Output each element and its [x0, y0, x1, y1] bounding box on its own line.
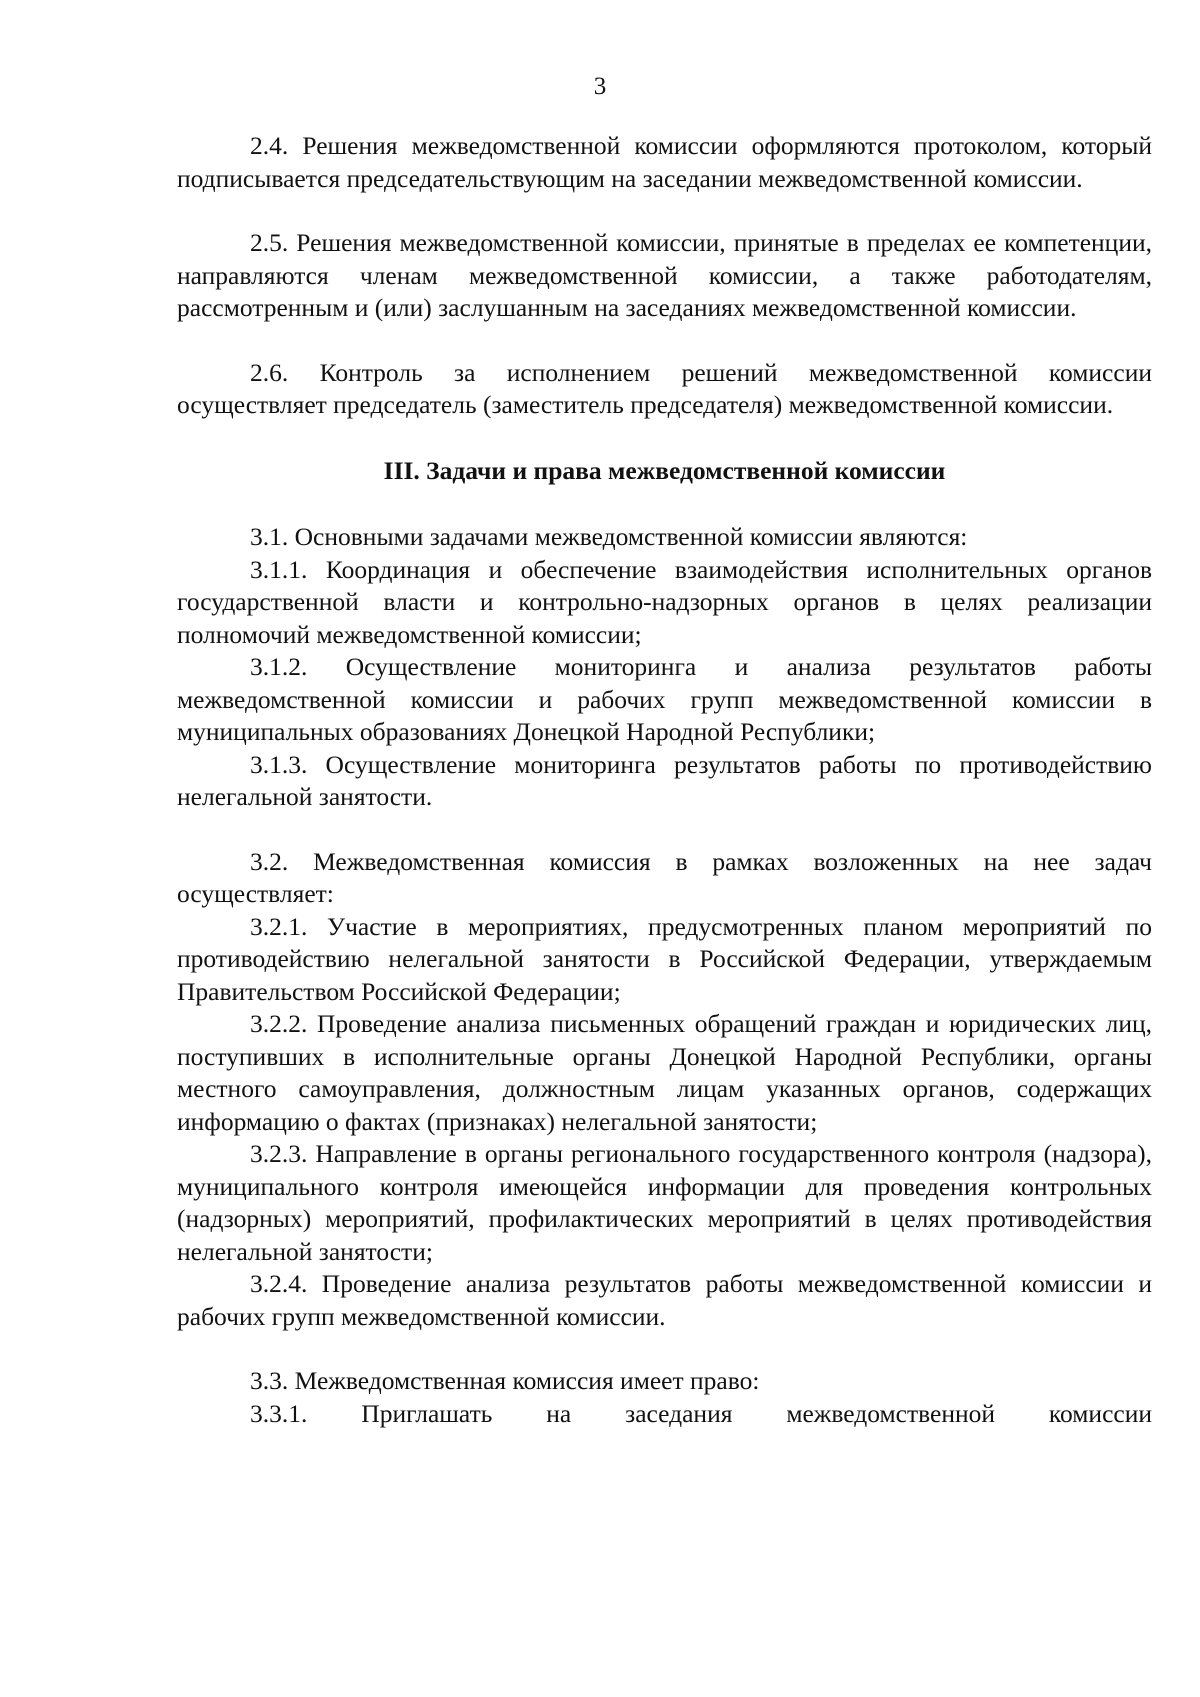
paragraph-3-1-3: 3.1.3. Осуществление мониторинга результатов работы по противодействию нелегальной занятости.	[177, 749, 1152, 811]
paragraph-3-3: 3.3. Межведомственная комиссия имеет право:	[250, 1366, 760, 1395]
paragraph-3-1: 3.1. Основными задачами межведомственной комиссии являются:	[250, 522, 968, 551]
document-body	[177, 130, 1152, 1430]
paragraph-3-2: 3.2. Межведомственная комиссия в рамках возложенных на нее задач осуществляет:	[177, 846, 1152, 908]
page-number: 3	[593, 73, 607, 100]
paragraph-3-2-1: 3.2.1. Участие в мероприятиях, предусмотренных планом мероприятий по противодействию нелегальной занятости в Российской Федерации, утверждаемым Правительством Российской Федерации;	[177, 911, 1152, 1006]
paragraph-3-3-1: 3.3.1. Приглашать на заседания межведомственной комиссии	[250, 1398, 1152, 1428]
paragraph-3-1-1: 3.1.1. Координация и обеспечение взаимодействия исполнительных органов государственной власти и контрольно-надзорных органов в целях реализации полномочий межведомственной комиссии;	[177, 554, 1152, 649]
paragraph-2-5: 2.5. Решения межведомственной комиссии, принятые в пределах ее компетенции, направляются членам межведомственной комиссии, а также работодателям, рассмотренным и (или) заслушанным на заседаниях межведомственной комиссии.	[177, 228, 1152, 322]
paragraph-3-1-2: 3.1.2. Осуществление мониторинга и анализа результатов работы межведомственной комиссии и рабочих групп межведомственной комиссии в муниципальных образованиях Донецкой Народной Республики;	[177, 652, 1152, 746]
paragraph-3-2-3: 3.2.3. Направление в органы регионального государственного контроля (надзора), муниципального контроля имеющейся информации для проведения контрольных (надзорных) мероприятий, профилактических мероприятий в целях противодействия нелегальной занятости;	[177, 1139, 1152, 1266]
paragraph-3-2-4: 3.2.4. Проведение анализа результатов работы межведомственной комиссии и рабочих групп межведомственной комиссии.	[177, 1269, 1152, 1331]
paragraph-2-4: 2.4. Решения межведомственной комиссии оформляются протоколом, который подписывается председательствующим на заседании межведомственной комиссии.	[177, 131, 1152, 193]
section-heading: III. Задачи и права межведомственной комиссии	[383, 455, 946, 485]
paragraph-3-2-2: 3.2.2. Проведение анализа письменных обращений граждан и юридических лиц, поступивших в исполнительные органы Донецкой Народной Республики, органы местного самоуправления, должностным лицам указанных органов, содержащих информацию о фактах (признаках) нелегальной занятости;	[177, 1009, 1152, 1136]
paragraph-2-6: 2.6. Контроль за исполнением решений межведомственной комиссии осуществляет председатель (заместитель председателя) межведомственной комиссии.	[177, 357, 1152, 419]
